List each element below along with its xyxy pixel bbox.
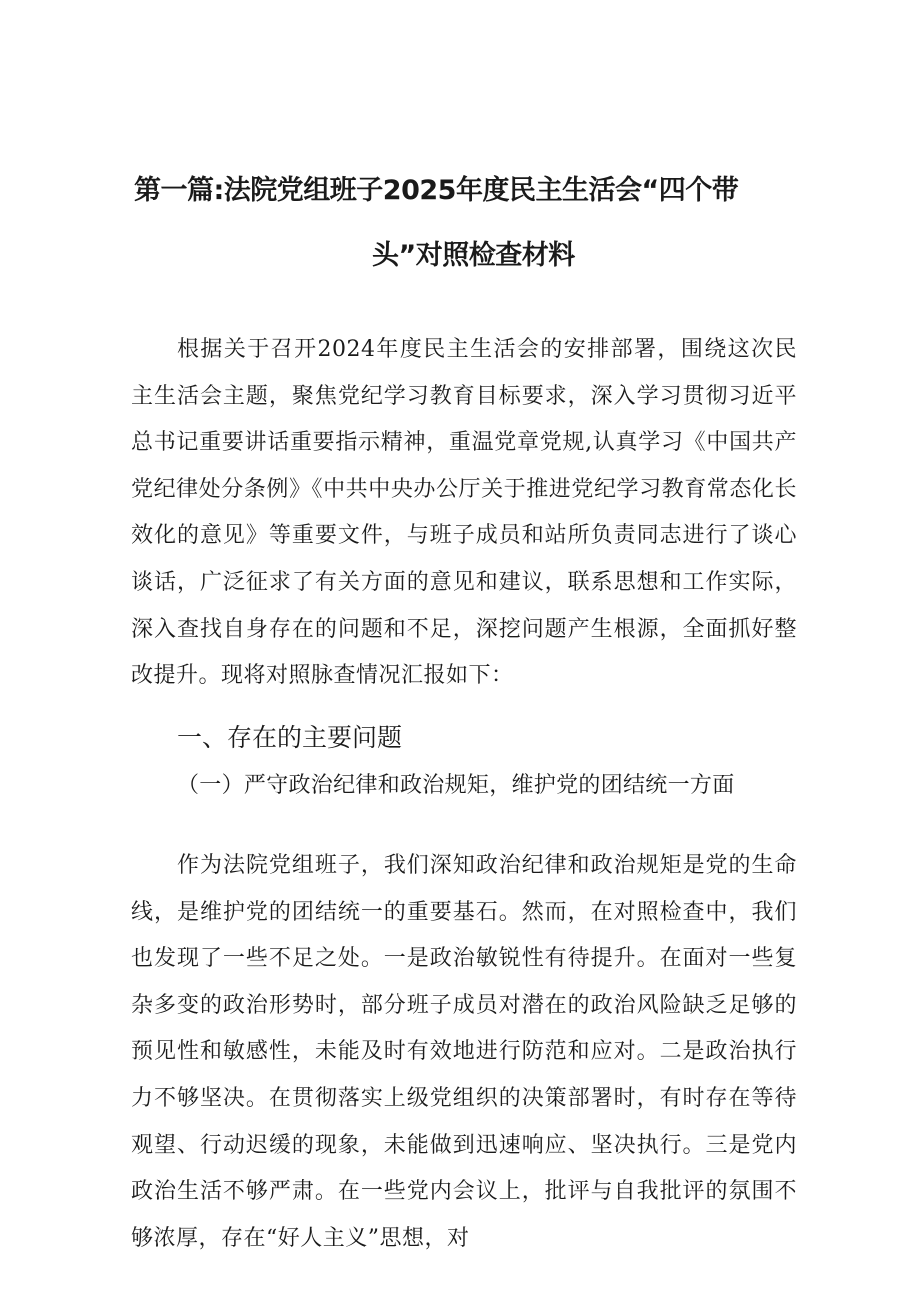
subsection-heading: （一）严守政治纪律和政治规矩，维护党的团结统一方面 [177, 773, 735, 798]
section-heading: 一、存在的主要问题 [177, 723, 403, 752]
document-title-line-2: 头”对照检查材料 [372, 240, 575, 271]
subsection-paragraph: 作为法院党组班子，我们深知政治纪律和政治规矩是党的生命线，是维护党的团结统一的重要基石。然而，在对照检查中，我们也发现了一些不足之处。一是政治敏锐性有待提升。在面对一些复杂多变的政治形势时，部分班子成员对潜在的政治风险缺乏足够的预见性和敏感性，未能及时有效地进行防范和应对。二是政治执行力不够坚决。在贯彻落实上级党组织的决策部署时，有时存在等待观望、行动迟缓的现象，未能做到迅速响应、坚决执行。三是党内政治生活不够严肃。在一些党内会议上，批评与自我批评的氛围不够浓厚，存在“好人主义”思想，对 [131, 853, 797, 1251]
intro-paragraph: 根据关于召开2024年度民主生活会的安排部署，围绕这次民主生活会主题，聚焦党纪学习教育目标要求，深入学习贯彻习近平总书记重要讲话重要指示精神，重温党章党规,认真学习《中国共产党纪律处分条例》《中共中央办公厅关于推进党纪学习教育常态化长效化的意见》等重要文件，与班子成员和站所负责同志进行了谈心谈话，广泛征求了有关方面的意见和建议，联系思想和工作实际，深入查找自身存在的问题和不足，深挖问题产生根源，全面抓好整改提升。现将对照脉查情况汇报如下： [131, 337, 797, 689]
document-title-line-1: 第一篇:法院党组班子2025年度民主生活会“四个带 [134, 175, 739, 206]
